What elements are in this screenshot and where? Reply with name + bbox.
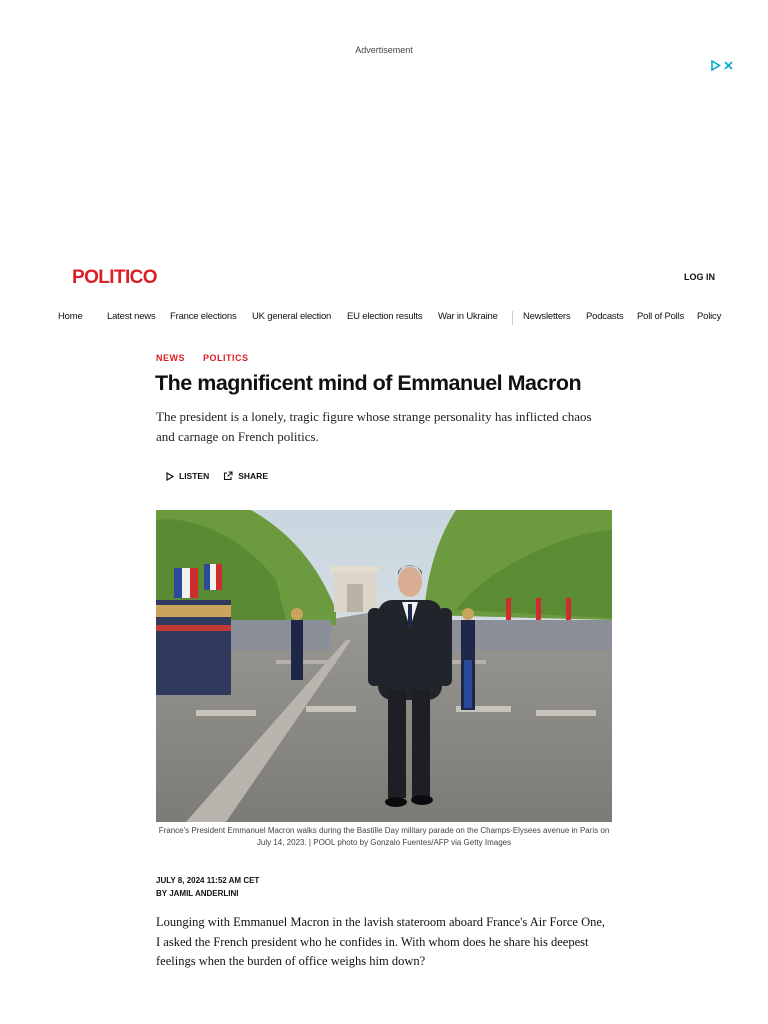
share-label: SHARE (238, 471, 268, 481)
nav-item-home[interactable]: Home (58, 311, 83, 322)
article-dek: The president is a lonely, tragic figure whose strange personality has inflicted chaos and carnage on French politics. (156, 409, 592, 444)
listen-label: LISTEN (179, 471, 210, 481)
hero-illustration (156, 510, 612, 822)
nav-item-policy[interactable]: Policy (697, 311, 722, 322)
nav-item-latest-news[interactable]: Latest news (107, 311, 156, 322)
listen-button[interactable] (166, 471, 209, 481)
nav-item-podcasts[interactable]: Podcasts (586, 311, 624, 322)
image-caption: France's President Emmanuel Macron walks during the Bastille Day military parade on the Champs-Elysees avenue in Paris on July 14, 2023. | POOL photo by Gonzalo Fuentes/AFP via Getty Images (158, 826, 610, 847)
nav-item-eu-election-results[interactable]: EU election results (347, 311, 423, 322)
nav-item-uk-general-election[interactable]: UK general election (252, 311, 332, 322)
login-link[interactable]: LOG IN (684, 272, 715, 282)
advertisement-label: Advertisement (355, 45, 413, 55)
ad-controls[interactable] (710, 60, 733, 71)
article-actions (166, 471, 268, 481)
close-icon[interactable] (724, 61, 733, 70)
share-button[interactable] (223, 471, 268, 481)
share-icon (223, 471, 233, 481)
byline[interactable]: BY JAMIL ANDERLINI (156, 889, 239, 898)
politico-logo[interactable]: POLITICO (72, 267, 157, 288)
tag-politics[interactable]: POLITICS (203, 353, 249, 363)
nav-item-newsletters[interactable]: Newsletters (523, 311, 571, 322)
article-headline: The magnificent mind of Emmanuel Macron (155, 371, 582, 395)
adchoices-icon[interactable] (710, 60, 721, 71)
nav-divider (512, 311, 513, 325)
publish-date: JULY 8, 2024 11:52 AM CET (156, 876, 260, 885)
article-meta (156, 874, 259, 900)
tag-news[interactable]: NEWS (156, 353, 185, 363)
nav-item-war-in-ukraine[interactable]: War in Ukraine (438, 311, 498, 322)
article-tags (156, 353, 264, 363)
nav-item-france-elections[interactable]: France elections (170, 311, 237, 322)
play-icon (166, 472, 174, 481)
hero-image (156, 510, 612, 822)
nav-item-poll-of-polls[interactable]: Poll of Polls (637, 311, 685, 322)
main-nav (58, 311, 768, 325)
article-body-paragraph: Lounging with Emmanuel Macron in the lavish stateroom aboard France's Air Force One, I asked the French president who he confides in. With whom does he share his deepest feelings when the burden of office weighs him down? (156, 915, 606, 968)
